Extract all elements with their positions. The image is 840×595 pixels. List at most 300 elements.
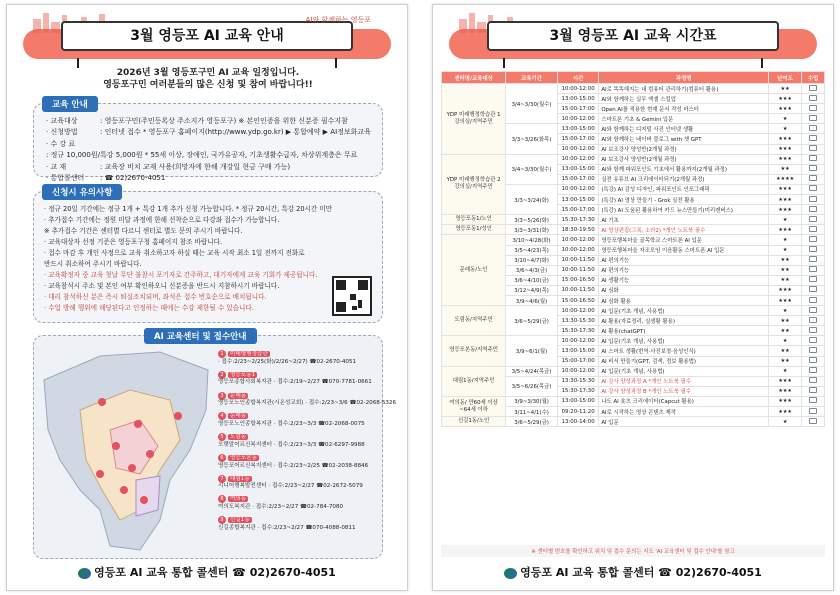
education-guide-panel xyxy=(33,100,383,183)
panel-title: 교육 안내 xyxy=(42,96,98,112)
sheet-header xyxy=(17,15,397,63)
difficulty-cell: ★★★ xyxy=(769,376,802,386)
monitor-icon xyxy=(809,317,817,323)
time-cell: 13:00-15:00 xyxy=(557,94,598,104)
difficulty-cell: ★★★ xyxy=(769,225,802,235)
guide-key: · 신청방법 xyxy=(46,128,78,137)
difficulty-cell: ★★★ xyxy=(769,195,802,205)
course-cell: AI 영상편집(그록, 소라2) *개인 노트북 필수 xyxy=(599,225,769,235)
monitor-icon xyxy=(809,135,817,141)
table-row xyxy=(442,235,825,245)
class-cell xyxy=(802,376,825,386)
center-detail: 여의도복지관 · 접수:2/23~2/27 ☎02-784-7080 xyxy=(218,504,344,511)
monitor-icon xyxy=(809,236,817,242)
monitor-icon xyxy=(809,165,817,171)
course-cell: AI 활용(자료정리, 실생활 활용) xyxy=(599,316,769,326)
class-cell xyxy=(802,265,825,275)
class-cell xyxy=(802,235,825,245)
table-row xyxy=(442,84,825,94)
period-cell: 3/5~6/26(목금) xyxy=(506,376,558,396)
class-cell xyxy=(802,104,825,114)
time-cell: 10:00-12:00 xyxy=(557,184,598,194)
guide-key: · 교육대상 xyxy=(46,117,78,125)
monitor-icon xyxy=(809,337,817,343)
note-item: · 추가접수 기간에는 정원 미달 과정에 한해 선착순으로 다강좌 접수가 가능합니다. xyxy=(44,216,280,224)
course-cell: AI 강사 양성과정 B *개인 노트북 필수 xyxy=(599,386,769,396)
note-item: · 교육참석시 주소 및 본인 여부 확인하오니 신분증을 반드시 지참하시기 바랍니다. xyxy=(44,282,280,290)
time-cell: 13:30-15:30 xyxy=(557,316,598,326)
center-detail: 영등포어르신복지센터 · 접수:2/23~2/25 ☎02-2038-8846 xyxy=(218,462,369,469)
monitor-icon xyxy=(809,286,817,292)
time-cell: 10:00-11:50 xyxy=(557,285,598,295)
table-header xyxy=(442,72,825,84)
center-number: 4 xyxy=(218,412,226,420)
period-cell: 3/3~3/31(화) xyxy=(506,225,558,235)
center-number: 1 xyxy=(218,350,226,358)
period-cell: 3/3~3/24(화) xyxy=(506,184,558,214)
course-cell: AI 기초 xyxy=(599,215,769,225)
note-item: · 대리 참석하신 분은 즉시 퇴실조치되며, 좌석은 접수 번호순으로 배치됩니다. xyxy=(44,293,267,301)
center-name: 대림1동 xyxy=(230,475,250,482)
course-cell: 영등포행복마을 골목학교 스마트폰 AI 입문 xyxy=(599,235,769,245)
monitor-icon xyxy=(809,256,817,262)
center-cell: 신길1동/노인 xyxy=(442,417,506,427)
note-item: ※ 추가접수 기간은 센터별 다르니 센터로 별도 문의 주시기 바랍니다. xyxy=(44,227,243,235)
course-cell: AI 심화 xyxy=(599,285,769,295)
monitor-icon xyxy=(809,175,817,181)
center-name: 문래동 xyxy=(230,413,247,420)
time-cell: 15:00-17:00 xyxy=(557,174,598,184)
monitor-icon xyxy=(809,185,817,191)
period-cell: 3/6~4/3(금) xyxy=(506,265,558,275)
center-cell: 문래동/노인 xyxy=(442,235,506,306)
monitor-icon xyxy=(809,367,817,373)
center-name: 도림동 xyxy=(230,434,247,441)
monitor-icon xyxy=(809,246,817,252)
center-cell: YDP 미래행정학습관 2 강의실/지역주민 xyxy=(442,154,506,215)
monitor-icon xyxy=(809,397,817,403)
guide-key: · 교 재 xyxy=(46,162,67,171)
period-cell: 3/4~3/30(월수) xyxy=(506,84,558,124)
period-cell: 3/6~5/29(금) xyxy=(506,306,558,336)
notes-panel xyxy=(33,188,383,323)
difficulty-cell: ★★ xyxy=(769,164,802,174)
guide-row xyxy=(46,127,382,138)
center-cell: YDP 미래행정학습관 1 강의실/지역주민 xyxy=(442,84,506,155)
center-number: 6 xyxy=(218,454,226,462)
course-cell: AI와 함께하는 실무 엑셀 스킬업 xyxy=(599,94,769,104)
difficulty-cell: ★★★ xyxy=(769,104,802,114)
course-cell: Open AI를 적용한 현재 문서 작성 마스터 xyxy=(599,104,769,114)
difficulty-cell: ★★ xyxy=(769,356,802,366)
column-header: 과정명 xyxy=(599,72,769,84)
course-cell: AI와 함께 파워포인트 기초에서 활용까지(2개월 과정) xyxy=(599,164,769,174)
period-cell: 3/3~3/26(화목) xyxy=(506,124,558,154)
monitor-icon xyxy=(809,155,817,161)
difficulty-cell: ★★★ xyxy=(769,285,802,295)
difficulty-cell: ★ xyxy=(769,245,802,255)
monitor-icon xyxy=(809,408,817,414)
monitor-icon xyxy=(809,105,817,111)
class-cell xyxy=(802,417,825,427)
center-cell: 여의동/ 만60세 이상~64세 이하 xyxy=(442,396,506,416)
note-item: · 접수 마감 후 개인 사정으로 교육 취소하고자 하실 때는 교육 시작 최소 1일 전까지 전화로 xyxy=(44,249,305,257)
center-detail: 모랫말어르신복지센터 · 접수:2/23~3/3 ☎02-6297-9988 xyxy=(218,441,365,448)
monitor-icon xyxy=(809,145,817,151)
guide-value: : 정규 10,000원/특강 5,000원 * 55세 이상, 장애인, 국가유공자, 기초생활수급자, 차상위계층은 무료 xyxy=(46,151,358,160)
course-cell: AI 생활기능 xyxy=(599,275,769,285)
course-cell: AI 입문 xyxy=(599,417,769,427)
class-cell xyxy=(802,356,825,366)
footer-hotline: 영등포 AI 교육 통합 콜센터 ☎ 02)2670-4051 xyxy=(7,564,407,580)
period-cell: 3/5~4/24(목금) xyxy=(506,366,558,376)
center-item xyxy=(218,454,380,470)
sheet-header xyxy=(443,15,823,63)
monitor-icon xyxy=(809,387,817,393)
period-cell: 3/9~3/30(월) xyxy=(506,396,558,406)
difficulty-cell: ★★ xyxy=(769,316,802,326)
guide-value: : 인터넷 접수 * 영등포구 홈페이지(http://www.ydp.go.kr) ▶ 통합예약 ▶ AI정보화교육 xyxy=(100,128,371,137)
guide-key: · 수 강 료 xyxy=(46,139,76,148)
time-cell: 10:00-12:00 xyxy=(557,114,598,124)
guide-value: : ☎ 02)2670-4051 xyxy=(100,174,166,183)
table-row xyxy=(442,396,825,406)
class-cell xyxy=(802,164,825,174)
center-detail: 영등포종합사회복지관 · 접수:2/19~2/27 ☎070-7781-0661 xyxy=(218,379,372,386)
class-cell xyxy=(802,366,825,376)
time-cell: 18:30-19:50 xyxy=(557,225,598,235)
monitor-icon xyxy=(809,125,817,131)
class-cell xyxy=(802,275,825,285)
difficulty-cell: ★ xyxy=(769,124,802,134)
course-cell: AI 강사 양성과정 A *개인 노트북 필수 xyxy=(599,376,769,386)
column-header: 난이도 xyxy=(769,72,802,84)
page-title: 3월 영등포 AI 교육 시간표 xyxy=(487,21,779,51)
note-item: · 교육대상자 선정 기준은 영등포구청 홈페이지 참조 바랍니다. xyxy=(44,238,223,246)
period-cell: 3/3~5/26(화) xyxy=(506,215,558,225)
center-item xyxy=(218,412,380,428)
monitor-icon xyxy=(809,85,817,91)
difficulty-cell: ★★★ xyxy=(769,205,802,215)
monitor-icon xyxy=(809,226,817,232)
time-cell: 10:00-12:00 xyxy=(557,154,598,164)
time-cell: 13:00-15:00 xyxy=(557,164,598,174)
time-cell: 15:00-17:00 xyxy=(557,356,598,366)
class-cell xyxy=(802,245,825,255)
difficulty-cell: ★★★ xyxy=(769,184,802,194)
time-cell: 09:20-11:20 xyxy=(557,407,598,417)
class-cell xyxy=(802,336,825,346)
time-cell: 13:00-15:00 xyxy=(557,346,598,356)
difficulty-cell: ★★ xyxy=(769,255,802,265)
note-item: 반드시 취소하여 주시기 바랍니다. xyxy=(44,260,142,268)
monitor-icon xyxy=(809,266,817,272)
center-item xyxy=(218,516,380,532)
period-cell: 3/9~4/6(월) xyxy=(506,295,558,305)
note-item: · 교육확정자 중 교육 첫날 무단 불참시 포기자로 간주하고, 대기자에게 교육 기회가 제공됩니다. xyxy=(44,271,318,279)
course-cell: 스마트폰 기초 & Gemini 입문 xyxy=(599,114,769,124)
table-row xyxy=(442,306,825,316)
center-item xyxy=(218,350,380,366)
center-number: 5 xyxy=(218,433,226,441)
monitor-icon xyxy=(809,196,817,202)
center-name: 영등포본동 xyxy=(230,454,258,461)
period-cell: 3/10~4/7(화) xyxy=(506,255,558,265)
course-cell: AI 입문(기초 개념, 사용법) xyxy=(599,306,769,316)
period-cell: 3/4~3/30(월수) xyxy=(506,154,558,184)
course-cell: AI 편의기능 xyxy=(599,255,769,265)
time-cell: 15:30-17:30 xyxy=(557,326,598,336)
monitor-icon xyxy=(809,347,817,353)
page-title: 3월 영등포 AI 교육 안내 xyxy=(61,21,353,51)
guide-row xyxy=(46,162,382,173)
class-cell xyxy=(802,205,825,215)
qr-code[interactable] xyxy=(332,276,372,316)
class-cell xyxy=(802,346,825,356)
class-cell xyxy=(802,295,825,305)
course-cell: 실전 유튜브 AI 크리에이터되기(2개월 과정) xyxy=(599,174,769,184)
course-cell: AI 편의기능 xyxy=(599,265,769,275)
center-item xyxy=(218,392,397,408)
course-cell: 나도 AI 숏츠 크리에이터(Capcut 활용) xyxy=(599,396,769,406)
course-cell: 영등포행복마을 자조모임 이음활동 스마트폰 AI 입문 xyxy=(599,245,769,255)
class-cell xyxy=(802,84,825,94)
timetable xyxy=(441,71,825,427)
monitor-icon xyxy=(809,95,817,101)
course-cell: (특강) AI 도움된 활용하여 카드 뉴스만들기(미리캔버스) xyxy=(599,205,769,215)
time-cell: 10:00-12:00 xyxy=(557,84,598,94)
guide-row xyxy=(46,139,382,162)
difficulty-cell: ★★ xyxy=(769,326,802,336)
class-cell xyxy=(802,184,825,194)
course-cell: AI 비서 만들기(GPT, 검색, 정보 활용법) xyxy=(599,356,769,366)
center-item xyxy=(218,433,380,449)
class-cell xyxy=(802,114,825,124)
class-cell xyxy=(802,94,825,104)
center-number: 9 xyxy=(218,516,226,524)
class-cell xyxy=(802,306,825,316)
time-cell: 15:00-16:50 xyxy=(557,275,598,285)
time-cell: 10:00-12:00 xyxy=(557,144,598,154)
footer-hotline: 영등포 AI 교육 통합 콜센터 ☎ 02)2670-4051 xyxy=(433,564,833,580)
class-cell xyxy=(802,144,825,154)
center-detail: 영등포노인종합복지관(시온성교회) · 접수:2/23~3/6 ☎02-2068-5326 xyxy=(218,400,397,407)
note-item: · 정규 20일 기간에는 정규 1개 + 특강 1개 추가 신청 가능합니다. * 정규 20시간, 특강 20시간 미만 xyxy=(44,205,333,213)
time-cell: 13:00-15:00 xyxy=(557,396,598,406)
column-header: 수업 xyxy=(802,72,825,84)
table-row xyxy=(442,154,825,164)
center-name: 영등포동1 xyxy=(230,371,256,378)
class-cell xyxy=(802,124,825,134)
course-cell: AI 보조강사 양성반(2개월 과정) xyxy=(599,144,769,154)
time-cell: 10:00-11:50 xyxy=(557,265,598,275)
brand-logo: AI와 함께하는 영등포 xyxy=(305,16,371,24)
center-cell: 영등포본동/지역주민 xyxy=(442,336,506,366)
timetable-sheet xyxy=(432,4,834,591)
difficulty-cell: ★★★ xyxy=(769,94,802,104)
guide-value: : 영등포구민(주민등록상 주소지가 영등포구) ※ 본인인증을 위한 신분증 필수지참 xyxy=(100,117,348,125)
class-cell xyxy=(802,134,825,144)
guide-row xyxy=(46,116,382,127)
difficulty-cell: ★★ xyxy=(769,84,802,94)
guide-value: : 교육장 비치 교재 사용(희망자에 한해 개강일 현금 구매 가능) xyxy=(100,162,291,171)
center-detail: 신길종합복지관 · 접수:2/23~2/27 ☎070-4088-0811 xyxy=(218,524,356,531)
time-cell: 13:00-14:00 xyxy=(557,417,598,427)
time-cell: 10:00-12:00 xyxy=(557,336,598,346)
column-header: 시간 xyxy=(557,72,598,84)
difficulty-cell: ★★★ xyxy=(769,134,802,144)
timetable-note: ※ 센터별 번호를 확인하고 위치 및 접수 문의는 지도 'AI 교육센터 및 접수 안내'를 참고 xyxy=(441,545,825,557)
time-cell: 15:00-17:00 xyxy=(557,134,598,144)
monitor-icon xyxy=(809,307,817,313)
difficulty-cell: ★★ xyxy=(769,275,802,285)
column-header: 교육기간 xyxy=(506,72,558,84)
monitor-icon xyxy=(809,297,817,303)
course-cell: AI 입문(기초 개념, 사용법) xyxy=(599,336,769,346)
difficulty-cell: ★★★ xyxy=(769,144,802,154)
district-map xyxy=(40,350,212,556)
time-cell: 15:00-16:50 xyxy=(557,295,598,305)
center-name: 신길1동 xyxy=(230,517,250,524)
time-cell: 15:30-17:30 xyxy=(557,215,598,225)
guide-key: · 통합콜센터 xyxy=(46,174,85,183)
monitor-icon xyxy=(809,115,817,121)
class-cell xyxy=(802,407,825,417)
period-cell: 3/9~6/1(월) xyxy=(506,336,558,366)
period-cell: 3/11~4/1(수) xyxy=(506,407,558,417)
center-number: 7 xyxy=(218,475,226,483)
center-cell: 도림동/지역주민 xyxy=(442,306,506,336)
center-number: 2 xyxy=(218,371,226,379)
time-cell: 13:00-15:00 xyxy=(557,124,598,134)
course-cell: AI로 똑똑해지는 내 컴퓨터 관리하기(컴퓨터 활용) xyxy=(599,84,769,94)
table-row xyxy=(442,366,825,376)
course-cell: AI 입문(기초 개념, 사용법) xyxy=(599,366,769,376)
class-cell xyxy=(802,255,825,265)
monitor-icon xyxy=(809,377,817,383)
center-detail: 시니어행복발전센터 · 접수:2/23~2/27 ☎02-2672-5079 xyxy=(218,483,363,490)
time-cell: 15:00-17:00 xyxy=(557,205,598,215)
center-detail: 영등포노인종합복지관 · 접수:2/23~3/3 ☎02-2068-0075 xyxy=(218,420,365,427)
class-cell xyxy=(802,326,825,336)
time-cell: 10:00-12:00 xyxy=(557,306,598,316)
difficulty-cell: ★ xyxy=(769,306,802,316)
difficulty-cell: ★★★ xyxy=(769,386,802,396)
table-row xyxy=(442,215,825,225)
monitor-icon xyxy=(809,327,817,333)
class-cell xyxy=(802,285,825,295)
difficulty-cell: ★ xyxy=(769,417,802,427)
time-cell: 10:00-11:50 xyxy=(557,255,598,265)
class-cell xyxy=(802,215,825,225)
time-cell: 13:00-15:00 xyxy=(557,195,598,205)
ydp-logo-icon xyxy=(504,568,517,579)
center-item xyxy=(218,475,380,491)
difficulty-cell: ★★ xyxy=(769,265,802,275)
center-cell: 대림1동/지역주민 xyxy=(442,366,506,396)
course-cell: AI 활용(chatGPT) xyxy=(599,326,769,336)
difficulty-cell: ★★ xyxy=(769,346,802,356)
guide-sheet xyxy=(6,4,408,591)
ydp-logo-icon xyxy=(78,568,91,579)
center-name: 미래형행정습관 xyxy=(230,351,268,357)
center-name: 문래동 xyxy=(230,392,247,399)
monitor-icon xyxy=(809,216,817,222)
time-cell: 10:00-12:00 xyxy=(557,245,598,255)
time-cell: 10:00-12:00 xyxy=(557,366,598,376)
time-cell: 15:00-17:00 xyxy=(557,104,598,114)
course-cell: AI로 시작하는 영상 콘텐츠 제작 xyxy=(599,407,769,417)
class-cell xyxy=(802,154,825,164)
difficulty-cell: ★ xyxy=(769,114,802,124)
center-detail: · 접수:2/23~2/25(화)/2/26~2/27) ☎02-2670-4051 xyxy=(218,358,357,365)
class-cell xyxy=(802,174,825,184)
panel-title: 신청시 유의사항 xyxy=(42,184,122,200)
class-cell xyxy=(802,225,825,235)
course-cell: (특강) AI 영상 만들기 - Grok 실전 활용 xyxy=(599,195,769,205)
class-cell xyxy=(802,195,825,205)
note-item: · 수업 방해 행위에 해당된다고 인정하는 때에는 수강 제한될 수 있습니다. xyxy=(44,304,254,312)
class-cell xyxy=(802,386,825,396)
period-cell: 3/5~4/23(목) xyxy=(506,245,558,255)
center-cell: 영등포동1/성인 xyxy=(442,225,506,235)
course-cell: AI와 함께하는 디지털 사진 인터넷 생활 xyxy=(599,124,769,134)
difficulty-cell: ★★★ xyxy=(769,295,802,305)
center-cell: 영등포동1/노인 xyxy=(442,215,506,225)
center-name: 여의동 xyxy=(230,496,247,503)
difficulty-cell: ★ xyxy=(769,336,802,346)
monitor-icon xyxy=(809,276,817,282)
difficulty-cell: ★ xyxy=(769,215,802,225)
table-row xyxy=(442,417,825,427)
center-number: 8 xyxy=(218,495,226,503)
monitor-icon xyxy=(809,357,817,363)
course-cell: AI와 함께하는 네이버 블로그 with 챗 GPT xyxy=(599,134,769,144)
class-cell xyxy=(802,316,825,326)
table-row xyxy=(442,225,825,235)
center-number: 3 xyxy=(218,392,226,400)
period-cell: 3/12~4/9(목) xyxy=(506,285,558,295)
course-cell: (특강) AI 감성 디자인, 파워포인트 인포그래픽 xyxy=(599,184,769,194)
class-cell xyxy=(802,396,825,406)
panel-title: AI 교육센터 및 접수안내 xyxy=(144,328,257,344)
centers-panel xyxy=(33,332,397,559)
monitor-icon xyxy=(809,206,817,212)
time-cell: 13:30-15:30 xyxy=(557,376,598,386)
intro-text: 2026년 3월 영등포구민 AI 교육 일정입니다. 영등포구민 여러분들의 많은 신청 및 참여 바랍니다!! xyxy=(103,68,313,90)
time-cell: 10:00-12:00 xyxy=(557,235,598,245)
time-cell: 15:30-17:30 xyxy=(557,386,598,396)
period-cell: 3/6~4/10(금) xyxy=(506,275,558,285)
period-cell: 3/6~5/29(금) xyxy=(506,417,558,427)
table-row xyxy=(442,336,825,346)
difficulty-cell: ★ xyxy=(769,366,802,376)
column-header: 센터명/교육대상 xyxy=(442,72,506,84)
monitor-icon xyxy=(809,418,817,424)
difficulty-cell: ★★★ xyxy=(769,396,802,406)
difficulty-cell: ★ xyxy=(769,235,802,245)
center-item xyxy=(218,495,380,511)
difficulty-cell: ★★★ xyxy=(769,407,802,417)
course-cell: AI 스마트 생활(번역·사진보정·음성인식) xyxy=(599,346,769,356)
center-item xyxy=(218,371,380,387)
difficulty-cell: ★★★ xyxy=(769,154,802,164)
difficulty-cell: ★★★★ xyxy=(769,174,802,184)
course-cell: AI 심화 활용 xyxy=(599,295,769,305)
course-cell: AI 보조강사 양성반(2개월 과정) xyxy=(599,154,769,164)
guide-row xyxy=(46,173,382,184)
period-cell: 3/10~4/28(화) xyxy=(506,235,558,245)
